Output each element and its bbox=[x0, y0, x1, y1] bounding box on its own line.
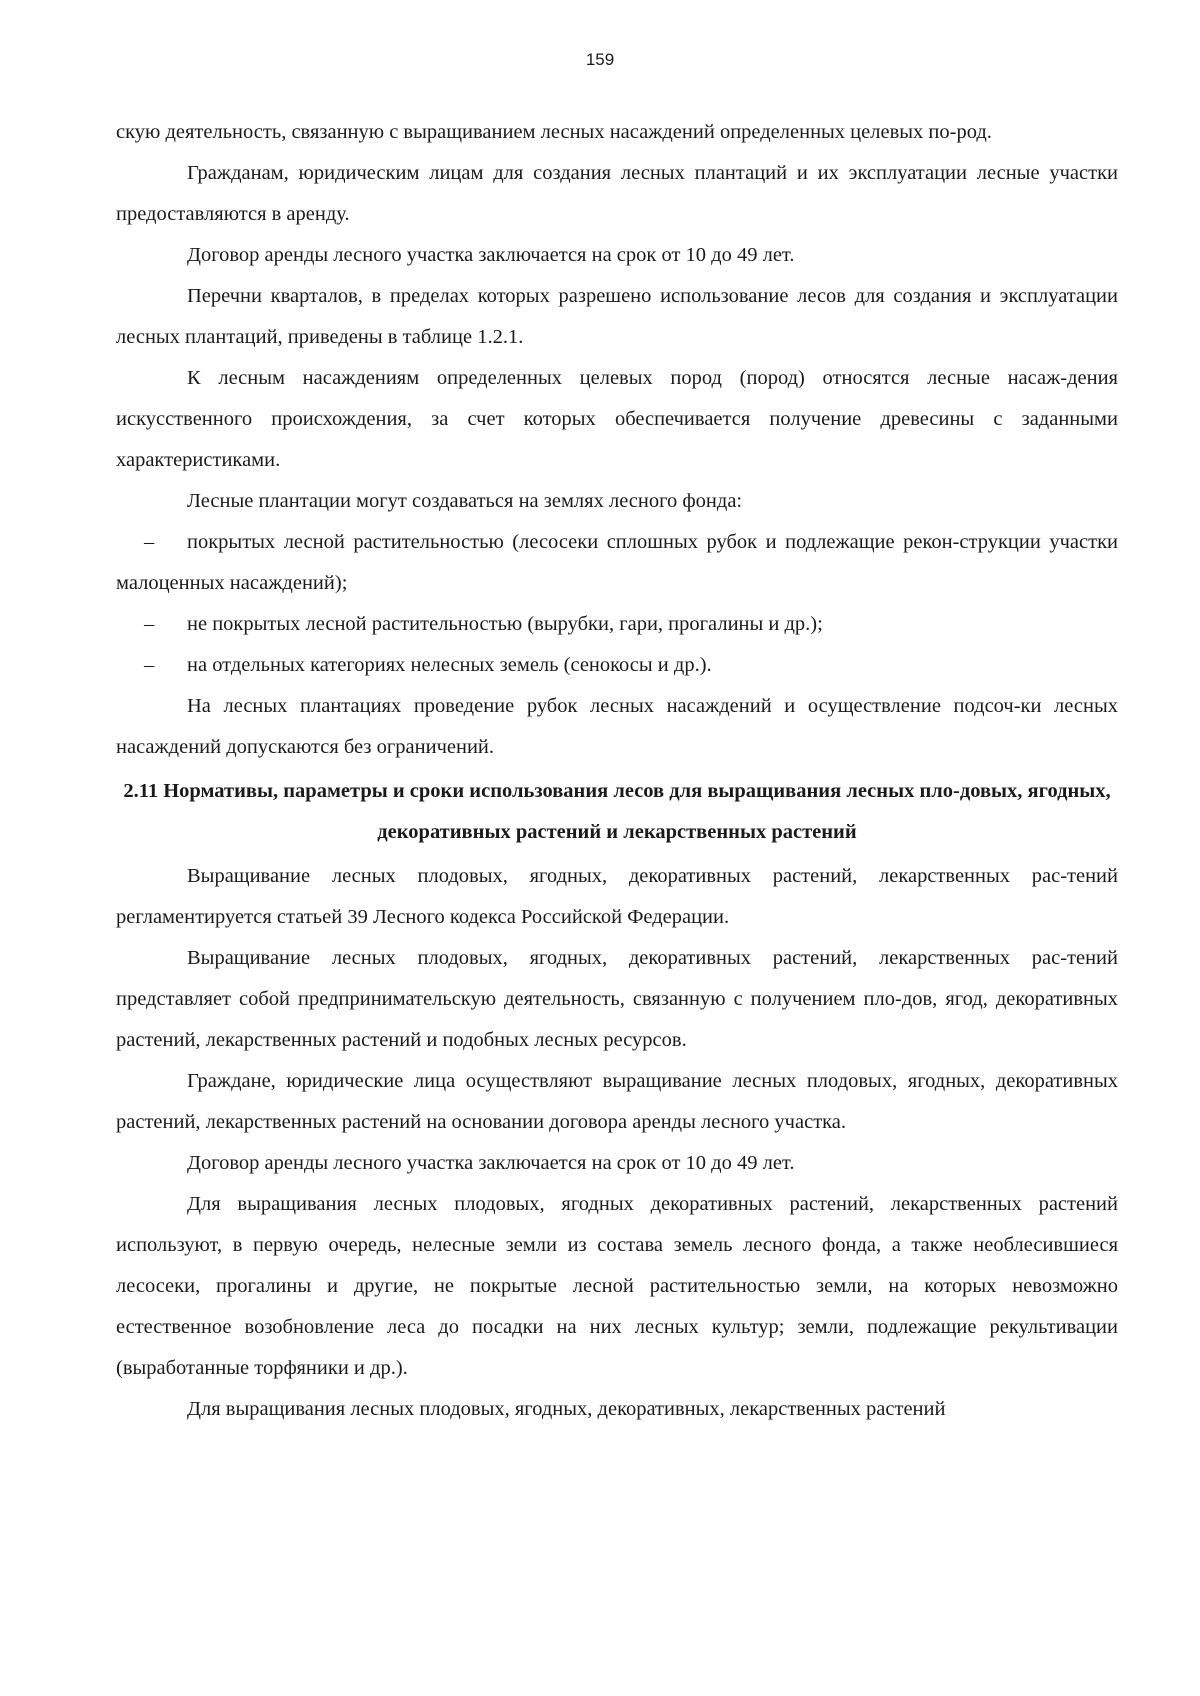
paragraph: На лесных плантациях проведение рубок лесных насаждений и осуществление подсоч-ки лесных насаждений допускаются без ограничений. bbox=[116, 695, 1118, 758]
list-item bbox=[116, 604, 1118, 645]
paragraph: Договор аренды лесного участка заключается на срок от 10 до 49 лет. bbox=[187, 244, 795, 266]
paragraph: Лесные плантации могут создаваться на землях лесного фонда: bbox=[187, 490, 743, 512]
list-item-text: покрытых лесной растительностью (лесосеки сплошных рубок и подлежащие рекон-струкции участки малоценных насаждений); bbox=[116, 531, 1118, 594]
paragraph: Для выращивания лесных плодовых, ягодных декоративных растений, лекарственных растений используют, в первую очередь, нелесные земли из состава земель лесного фонда, а также необлесившиеся лесосеки, прогалины и другие, не покрытые лесной растительностью земли, на которых невозможно естественное возобновление леса до посадки на них лесных культур; земли, подлежащие рекультивации (выработанные торфяники и др.). bbox=[116, 1193, 1118, 1379]
list-item bbox=[116, 645, 1118, 686]
paragraph: К лесным насаждениям определенных целевых пород (пород) относятся лесные насаж-дения искусственного происхождения, за счет которых обеспечивается получение древесины с заданными характеристиками. bbox=[116, 367, 1118, 471]
list-item-text: не покрытых лесной растительностью (вырубки, гари, прогалины и др.); bbox=[187, 613, 823, 635]
paragraph: Договор аренды лесного участка заключается на срок от 10 до 49 лет. bbox=[187, 1152, 795, 1174]
list-dash: – bbox=[144, 531, 155, 553]
page-content bbox=[116, 112, 1118, 1430]
list-item bbox=[116, 522, 1118, 604]
page-number: 159 bbox=[585, 50, 615, 69]
paragraph: Выращивание лесных плодовых, ягодных, декоративных растений, лекарственных рас-тений регламентируется статьей 39 Лесного кодекса Российской Федерации. bbox=[116, 865, 1118, 928]
paragraph: Перечни кварталов, в пределах которых разрешено использование лесов для создания и эксплуатации лесных плантаций, приведены в таблице 1.2.1. bbox=[116, 285, 1118, 348]
paragraph: Граждане, юридические лица осуществляют выращивание лесных плодовых, ягодных, декоративных растений, лекарственных растений на основании договора аренды лесного участка. bbox=[116, 1070, 1118, 1133]
section-heading: 2.11 Нормативы, параметры и сроки использования лесов для выращивания лесных пло-довых, ягодных, декоративных растений и лекарственных растений bbox=[123, 780, 1111, 843]
paragraph: Гражданам, юридическим лицам для создания лесных плантаций и их эксплуатации лесные участки предоставляются в аренду. bbox=[116, 162, 1118, 225]
paragraph: скую деятельность, связанную с выращиванием лесных насаждений определенных целевых по-род. bbox=[116, 121, 992, 143]
paragraph: Выращивание лесных плодовых, ягодных, декоративных растений, лекарственных рас-тений представляет собой предпринимательскую деятельность, связанную с получением пло-дов, ягод, декоративных растений, лекарственных растений и подобных лесных ресурсов. bbox=[116, 947, 1118, 1051]
list-item-text: на отдельных категориях нелесных земель (сенокосы и др.). bbox=[187, 654, 712, 676]
paragraph: Для выращивания лесных плодовых, ягодных, декоративных, лекарственных растений bbox=[187, 1398, 946, 1420]
list-dash: – bbox=[144, 654, 155, 676]
list-dash: – bbox=[144, 613, 155, 635]
